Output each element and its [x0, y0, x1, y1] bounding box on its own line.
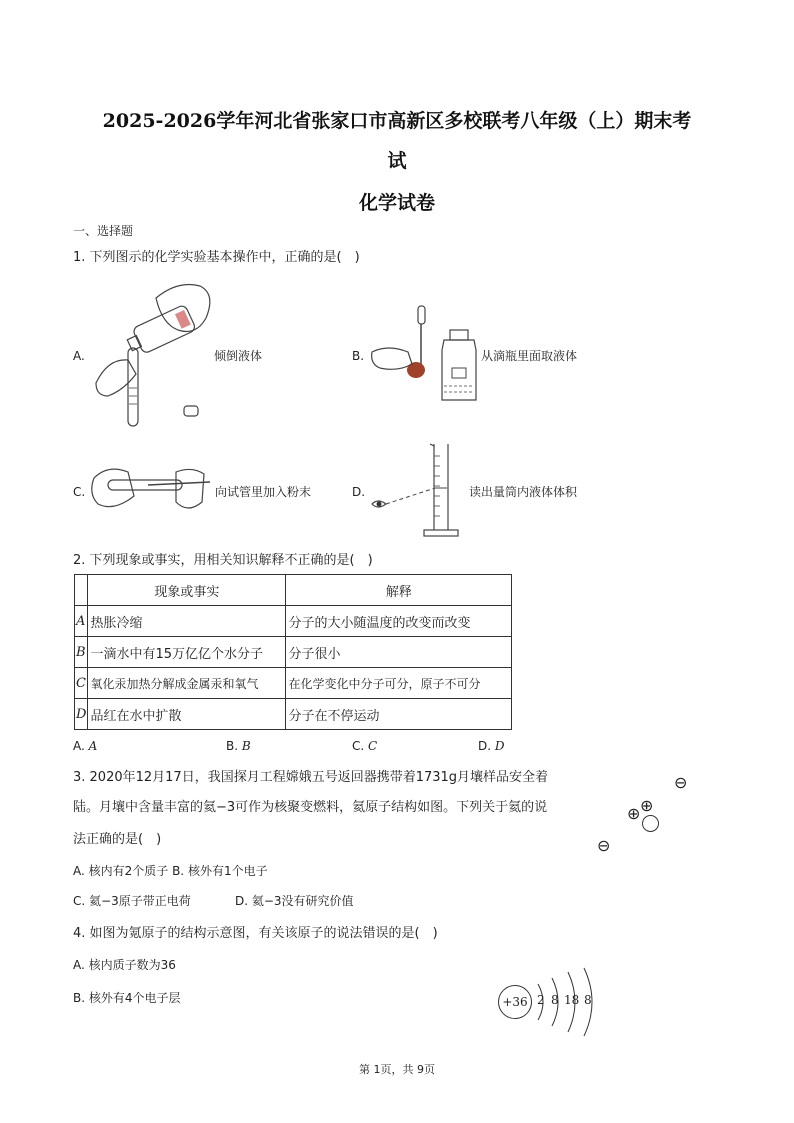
table-cell-letter: C: [75, 668, 88, 699]
table-row: [75, 606, 512, 637]
q1-option-c-caption: 向试管里加入粉末: [215, 485, 312, 499]
option-prefix: A.: [73, 739, 85, 753]
page-number: 第 1页，共 9页: [359, 1063, 435, 1076]
table-cell-fact: 一滴水中有15万亿亿个水分子: [88, 637, 286, 668]
shell-electron-count: 18: [564, 993, 580, 1007]
table-header: 现象或事实: [88, 575, 286, 606]
option-value: D: [494, 739, 505, 753]
electron-icon: ⊖: [597, 836, 611, 855]
nucleus: +36: [498, 985, 532, 1019]
q4-option-b: B. 核外有4个电子层: [73, 991, 181, 1005]
table-header-row: [75, 575, 512, 606]
q1-option-a-letter: A.: [73, 349, 85, 363]
exam-title-line1: 2025-2026学年河北省张家口市高新区多校联考八年级（上）期末考: [102, 110, 692, 132]
section-heading: 一、选择题: [73, 224, 134, 238]
q1-option-a-caption: 倾倒液体: [214, 349, 263, 363]
table-cell-fact: 品红在水中扩散: [88, 699, 286, 730]
graduated-cylinder-illustration: [366, 442, 470, 540]
add-powder-illustration: [88, 458, 214, 520]
shell-electron-count: 8: [551, 993, 559, 1007]
table-cell-fact: 氧化汞加热分解成金属汞和氧气: [88, 668, 286, 699]
proton-icon: ⊕: [627, 804, 641, 823]
q3-stem-line3: 法正确的是( ): [73, 832, 162, 847]
table-header: 解释: [286, 575, 512, 606]
q2-option-b: [226, 737, 251, 755]
shell-electron-count: 2: [537, 993, 545, 1007]
table-cell-explain: 分子的大小随温度的改变而改变: [286, 606, 512, 637]
q2-option-c: [352, 737, 377, 755]
neutron-icon: [642, 815, 659, 832]
q3-stem-line1: 3. 2020年12月17日，我国探月工程嫦娥五号返回器携带着1731g月壤样品安全着: [73, 770, 549, 785]
dropper-bottle-illustration: [368, 306, 480, 404]
electron-icon: ⊖: [674, 773, 688, 792]
table-cell-explain: 在化学变化中分子可分，原子不可分: [286, 668, 512, 699]
option-value: A: [88, 739, 98, 753]
exam-subtitle: 化学试卷: [358, 192, 435, 214]
q1-option-d-letter: D.: [352, 485, 366, 499]
table-cell-explain: 分子在不停运动: [286, 699, 512, 730]
q3-stem-line2: 陆。月壤中含量丰富的氦−3可作为核聚变燃料，氦原子结构如图。下列关于氦的说: [73, 800, 548, 815]
q3-options-ab: A. 核内有2个质子 B. 核外有1个电子: [73, 864, 268, 878]
option-prefix: C.: [352, 739, 365, 753]
q3-option-c: C. 氦−3原子带正电荷: [73, 894, 191, 908]
q2-option-a: [73, 737, 97, 755]
table-cell-fact: 热胀冷缩: [88, 606, 286, 637]
proton-icon: ⊕: [640, 796, 654, 815]
exam-title-line2: 试: [387, 150, 407, 172]
table-row: [75, 637, 512, 668]
q4-option-a: A. 核内质子数为36: [73, 958, 176, 972]
q2-option-d: [478, 737, 505, 755]
table-cell-letter: B: [75, 637, 88, 668]
option-value: C: [368, 739, 378, 753]
table-row: [75, 668, 512, 699]
table-cell-explain: 分子很小: [286, 637, 512, 668]
q2-stem: 2. 下列现象或事实，用相关知识解释不正确的是( ): [73, 553, 373, 568]
table-cell-letter: D: [75, 699, 88, 730]
table-cell-letter: A: [75, 606, 88, 637]
pour-liquid-illustration: [88, 278, 228, 430]
table-row: [75, 699, 512, 730]
q3-option-d: D. 氦−3没有研究价值: [235, 894, 354, 908]
q1-option-b-caption: 从滴瓶里面取液体: [481, 349, 578, 363]
shell-electron-count: 8: [584, 993, 592, 1007]
option-prefix: B.: [226, 739, 239, 753]
option-prefix: D.: [478, 739, 492, 753]
q1-option-c-letter: C.: [73, 485, 86, 499]
q1-option-b-letter: B.: [352, 349, 365, 363]
q2-table: [74, 574, 512, 730]
table-cell: [75, 575, 88, 606]
q4-stem: 4. 如图为氪原子的结构示意图，有关该原子的说法错误的是( ): [73, 926, 438, 941]
q1-option-d-caption: 读出量筒内液体体积: [469, 485, 578, 499]
option-value: B: [241, 739, 251, 753]
q1-stem: 1. 下列图示的化学实验基本操作中，正确的是( ): [73, 250, 360, 265]
